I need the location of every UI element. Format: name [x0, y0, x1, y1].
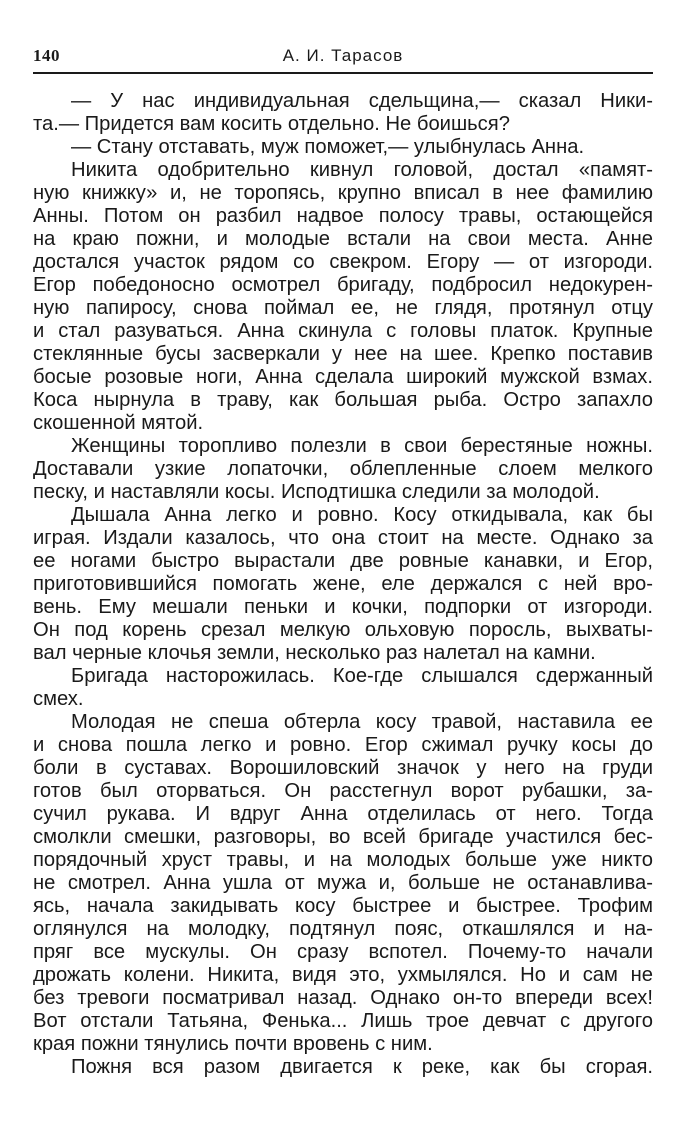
text-line: Он под корень срезал мелкую ольховую поросль, выхваты- [33, 619, 653, 641]
text-line: ную книжку» и, не торопясь, крупно вписал в нее фамилию [33, 182, 653, 204]
text-line: Молодая не спеша обтерла косу травой, наставила ее [71, 711, 653, 733]
text-line: Анны. Потом он разбил надвое полосу травы, остающейся [33, 205, 653, 227]
text-line: смех. [33, 688, 84, 710]
text-line: без тревоги посматривал назад. Однако он-то впереди всех! [33, 987, 653, 1009]
text-line: и снова пошла легко и ровно. Егор сжимал ручку косы до [33, 734, 653, 756]
text-line: Дышала Анна легко и ровно. Косу откидывала, как бы [71, 504, 653, 526]
text-line: порядочный хруст травы, и на молодых больше уже никто [33, 849, 653, 871]
text-line: скошенной мятой. [33, 412, 204, 434]
text-line: Егор победоносно осмотрел бригаду, подбросил недокурен- [33, 274, 653, 296]
text-line: Вот отстали Татьяна, Фенька... Лишь трое девчат с другого [33, 1010, 653, 1032]
text-line: — Стану отставать, муж поможет,— улыбнулась Анна. [71, 136, 585, 158]
text-line: Коса нырнула в траву, как большая рыба. Остро запахло [33, 389, 653, 411]
text-line: дрожать колени. Никита, видя это, ухмылялся. Но и сам не [33, 964, 653, 986]
body-text [33, 90, 653, 1079]
text-line: края пожни тянулись почти вровень с ним. [33, 1033, 433, 1055]
paragraph [33, 159, 653, 435]
paragraph [33, 1056, 653, 1079]
text-line: на краю пожни, и молодые встали на свои места. Анне [33, 228, 653, 250]
text-line: песку, и наставляли косы. Исподтишка следили за молодой. [33, 481, 600, 503]
paragraph [33, 435, 653, 504]
paragraph [33, 504, 653, 665]
text-line: ясь, начала закидывать косу быстрее и быстрее. Трофим [33, 895, 653, 917]
text-line: ее ногами быстро вырастали две ровные канавки, и Егор, [33, 550, 653, 572]
paragraph [33, 136, 653, 159]
text-line: и стал разуваться. Анна скинула с головы платок. Крупные [33, 320, 653, 342]
text-line: смолкли смешки, разговоры, во всей бригаде участился бес- [33, 826, 653, 848]
text-line: достался участок рядом со свекром. Егору — от изгороди. [33, 251, 653, 273]
page-header [33, 44, 653, 74]
text-line: оглянулся на молодку, подтянул пояс, откашлялся и на- [33, 918, 653, 940]
text-line: пряг все мускулы. Он сразу вспотел. Почему-то начали [33, 941, 653, 963]
text-line: та.— Придется вам косить отдельно. Не боишься? [33, 113, 510, 135]
text-line: ную папиросу, снова поймал ее, не глядя, протянул отцу [33, 297, 653, 319]
text-line: вал черные клочья земли, несколько раз налетал на камни. [33, 642, 596, 664]
text-line: стеклянные бусы засверкали у нее на шее. Крепко поставив [33, 343, 653, 365]
text-line: готов был оторваться. Он расстегнул ворот рубашки, за- [33, 780, 653, 802]
page-number: 140 [33, 46, 60, 65]
paragraph [33, 711, 653, 1056]
text-line: Доставали узкие лопаточки, облепленные слоем мелкого [33, 458, 653, 480]
text-line: играя. Издали казалось, что она стоит на месте. Однако за [33, 527, 653, 549]
paragraph [33, 665, 653, 711]
text-line: босые розовые ноги, Анна сделала широкий мужской взмах. [33, 366, 653, 388]
text-line: Женщины торопливо полезли в свои берестяные ножны. [71, 435, 653, 457]
text-line: Бригада насторожилась. Кое-где слышался сдержанный [71, 665, 653, 687]
running-head-author: А. И. Тарасов [282, 46, 404, 65]
text-line: сучил рукава. И вдруг Анна отделилась от него. Тогда [33, 803, 653, 825]
text-line: Пожня вся разом двигается к реке, как бы сгорая. [71, 1056, 653, 1078]
text-line: вень. Ему мешали пеньки и кочки, подпорки от изгороди. [33, 596, 653, 618]
text-line: не смотрел. Анна ушла от мужа и, больше не останавлива- [33, 872, 653, 894]
text-line: боли в суставах. Ворошиловский значок у него на груди [33, 757, 653, 779]
paragraph [33, 90, 653, 136]
text-line: приготовившийся помогать жене, еле держался с ней вро- [33, 573, 653, 595]
text-line: — У нас индивидуальная сдельщина,— сказал Ники- [71, 90, 653, 112]
text-line: Никита одобрительно кивнул головой, достал «памят- [71, 159, 653, 181]
